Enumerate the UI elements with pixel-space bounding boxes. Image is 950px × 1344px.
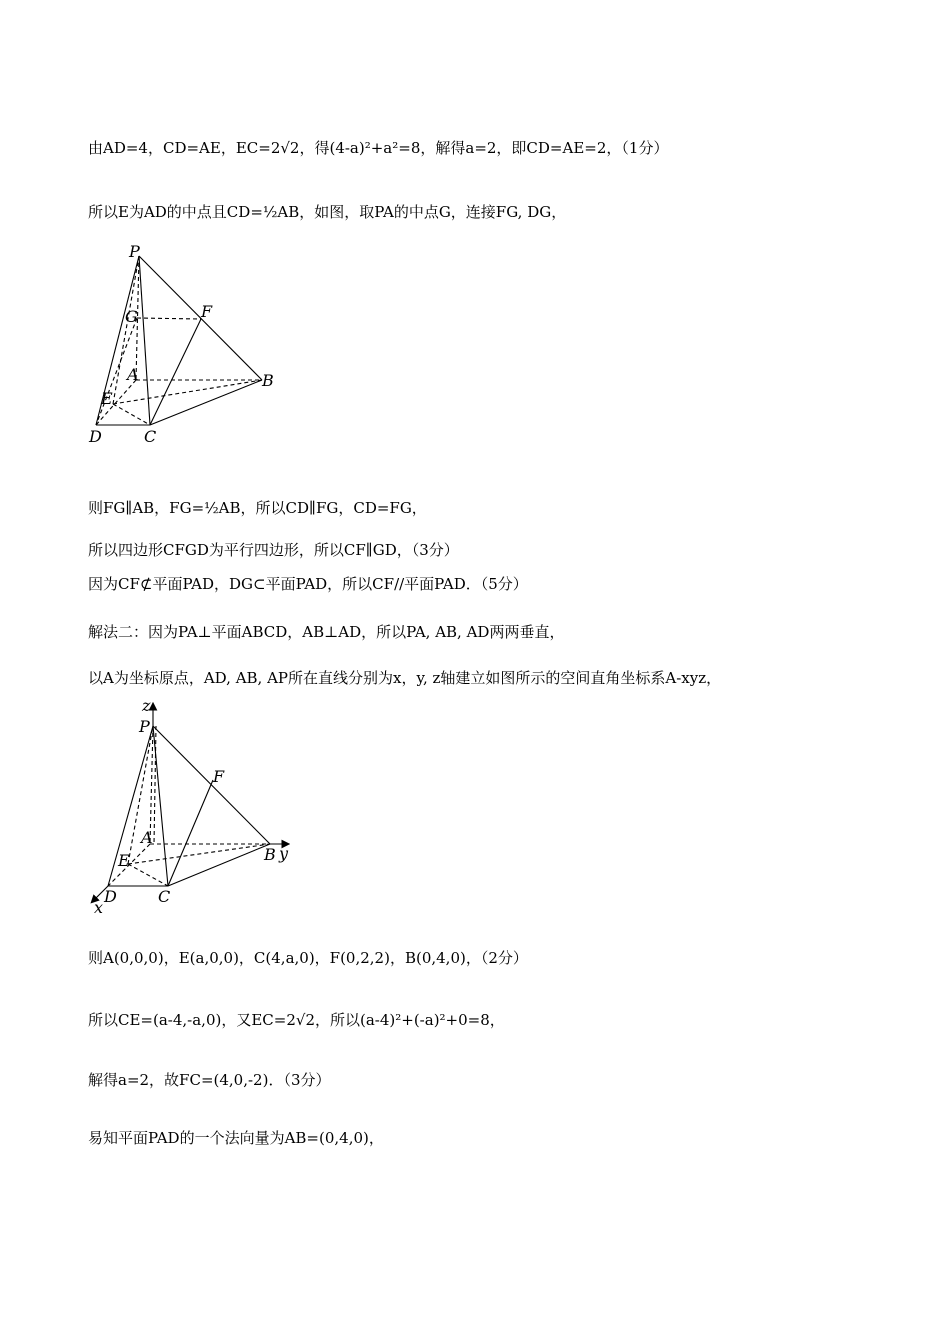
text-line-10: 解得a=2，故FC=(4,0,-2)．（3分） (88, 1071, 331, 1089)
text-line-9: 所以CE=(a-4,-a,0)，又EC=2√2，所以(a-4)²+(-a)²+0=8， (88, 1011, 505, 1029)
figure-pyramid-1 (84, 240, 284, 450)
fig1-label-g: G (125, 307, 138, 326)
fig2-label-f: F (213, 767, 225, 786)
fig2-label-x: x (94, 898, 104, 917)
fig2-label-p: P (139, 717, 150, 736)
text-line-4: 所以四边形CFGD为平行四边形，所以CF∥GD，（3分） (88, 541, 459, 559)
text-line-6: 解法二：因为PA⊥平面ABCD，AB⊥AD，所以PA, AB, AD两两垂直， (88, 623, 565, 641)
fig2-label-d: D (104, 887, 117, 906)
text-line-7: 以A为坐标原点，AD, AB, AP所在直线分别为x，y, z轴建立如图所示的空间直角坐标系A-xyz， (88, 669, 722, 687)
fig1-label-a: A (127, 365, 139, 384)
fig2-label-y: y (279, 844, 289, 863)
text-line-3: 则FG∥AB，FG=½AB，所以CD∥FG，CD=FG， (88, 499, 427, 517)
fig2-label-z: z (142, 696, 151, 715)
fig1-label-p: P (129, 242, 140, 261)
text-line-5: 因为CF⊄平面PAD，DG⊂平面PAD，所以CF//平面PAD．（5分） (88, 575, 528, 593)
fig1-label-b: B (262, 371, 274, 390)
fig1-label-c: C (144, 427, 157, 446)
fig1-label-d: D (89, 427, 102, 446)
text-line-1: 由AD=4，CD=AE，EC=2√2，得(4-a)²+a²=8，解得a=2，即CD=AE=2，（1分） (88, 139, 669, 157)
figure-pyramid-2 (84, 696, 304, 918)
fig1-label-e: E (101, 389, 113, 408)
text-line-8: 则A(0,0,0)，E(a,0,0)，C(4,a,0)，F(0,2,2)，B(0,4,0)，（2分） (88, 949, 528, 967)
fig1-label-f: F (201, 302, 213, 321)
fig2-label-b: B (264, 845, 276, 864)
fig2-label-e: E (118, 851, 130, 870)
fig2-label-a: A (141, 828, 153, 847)
text-line-11: 易知平面PAD的一个法向量为AB=(0,4,0)， (88, 1129, 384, 1147)
text-line-2: 所以E为AD的中点且CD=½AB，如图，取PA的中点G，连接FG, DG， (88, 203, 567, 221)
fig2-label-c: C (158, 887, 171, 906)
